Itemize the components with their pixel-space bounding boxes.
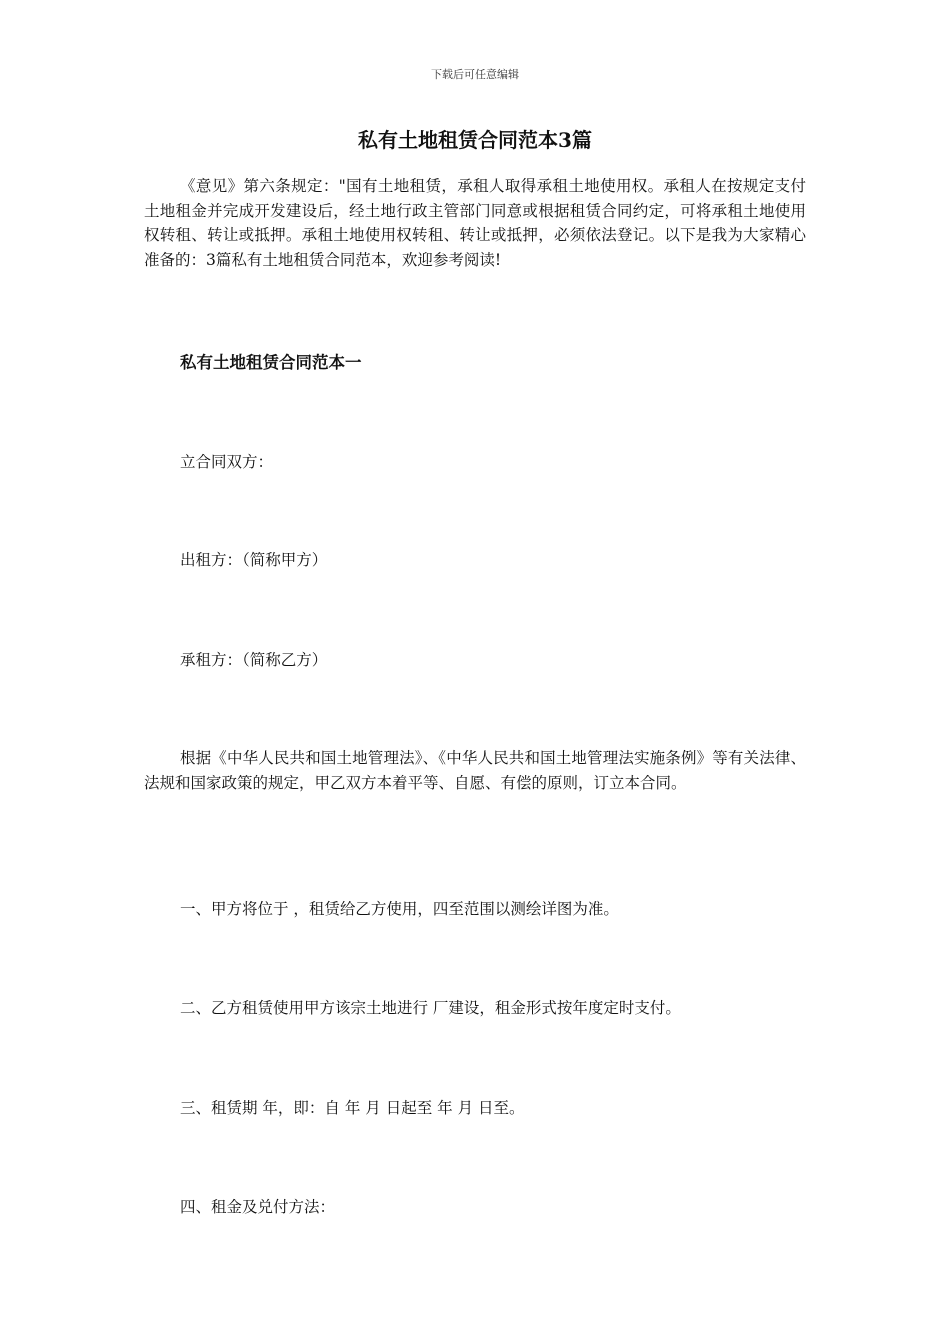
clause-4: 四、租金及兑付方法：: [180, 1198, 336, 1216]
page-header-note: 下载后可任意编辑: [431, 68, 519, 81]
clause-3: 三、租赁期 年，即：自 年 月 日起至 年 月 日至。: [180, 1099, 525, 1117]
section-title: 私有土地租赁合同范本一: [180, 353, 362, 372]
lessee-line: 承租方：（简称乙方）: [180, 651, 328, 669]
clause-2: 二、乙方租赁使用甲方该宗土地进行 厂建设，租金形式按年度定时支付。: [180, 999, 681, 1017]
intro-paragraph: 《意见》第六条规定："国有土地租赁，承租人取得承租土地使用权。承租人在按规定支付土地租金并完成开发建设后，经土地行政主管部门同意或根据租赁合同约定，可将承租土地使用权转租、转让或抵押。承租土地使用权转租、转让或抵押，必须依法登记。以下是我为大家精心准备的：3篇私有土地租赁合同范本，欢迎参考阅读!: [144, 177, 806, 269]
basis-paragraph: 根据《中华人民共和国土地管理法》、《中华人民共和国土地管理法实施条例》等有关法律、法规和国家政策的规定，甲乙双方本着平等、自愿、有偿的原则，订立本合同。: [144, 749, 806, 792]
lessor-line: 出租方：（简称甲方）: [180, 551, 328, 569]
parties-heading: 立合同双方：: [180, 453, 274, 471]
clause-1: 一、甲方将位于 ，租赁给乙方使用，四至范围以测绘详图为准。: [180, 900, 619, 918]
document-title: 私有土地租赁合同范本3篇: [358, 128, 592, 152]
